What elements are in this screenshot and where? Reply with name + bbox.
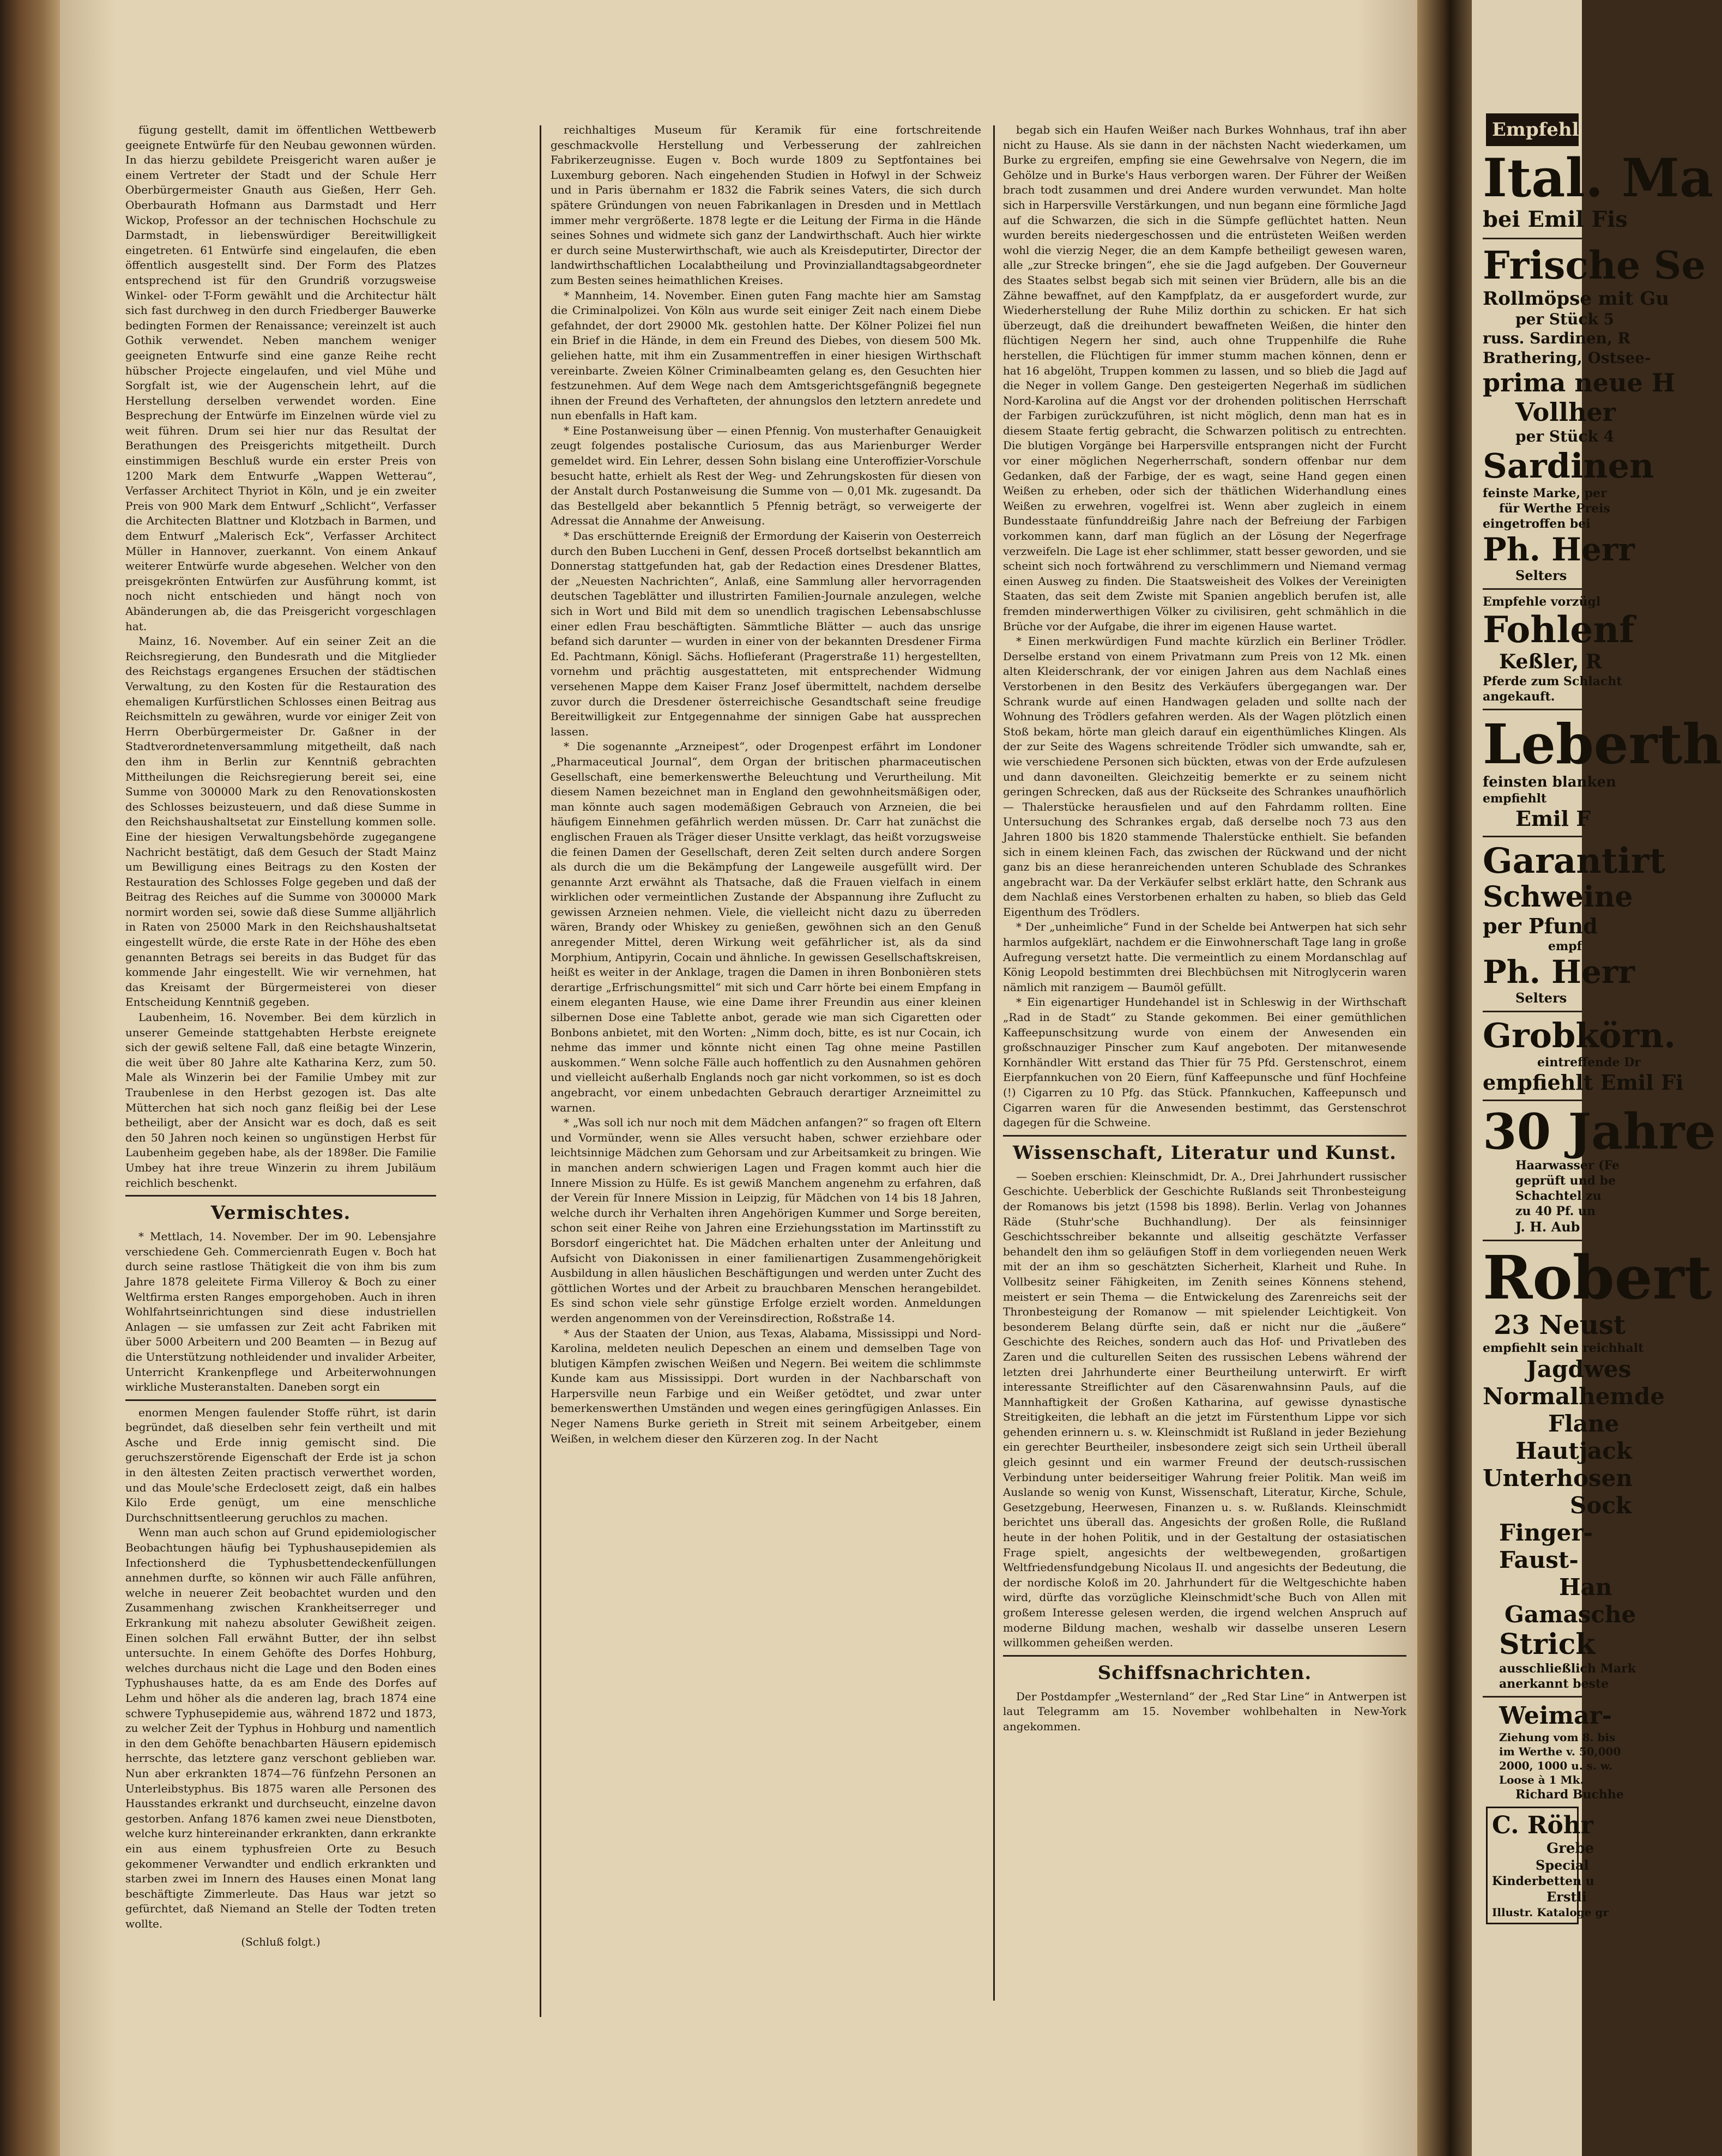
ad-line: J. H. Aub bbox=[1515, 1219, 1580, 1235]
ad-line: Han bbox=[1559, 1574, 1612, 1601]
ad-line: anerkannt beste bbox=[1499, 1677, 1609, 1691]
ad-line: Erstli bbox=[1546, 1889, 1587, 1905]
ad-rule bbox=[1483, 1696, 1582, 1698]
ad-line: Ziehung vom 8. bis bbox=[1499, 1731, 1616, 1744]
article-boch-museum: reichhaltiges Museum für Keramik für eine fortschreitende geschmackvolle Herstellung und Verbesserung der zahlreichen Fabrikerzeugnisse. Eugen v. Boch wurde 1809 zu Septfontaines bei Luxemburg geboren. Nach eingehenden Studien in Hofwyl in der Schweiz und in Paris übernahm er 1832 die Fabrik seines Vaters, die sich durch spätere Gründungen von neuen Fabrikanlagen in Dresden und in Mettlach immer mehr vergrößerte. 1878 legte er die Leitung der Firma in die Hände seines Sohnes und widmete sich ganz der Landwirthschaft. Auch hier wirkte er durch seine Musterwirthschaft, wie auch als Kreisdeputirter, Director der landwirthschaftlichen Localabtheilung und Provinziallandtagsabgeordneter zum Besten seines heimathlichen Kreises. bbox=[551, 123, 981, 287]
ad-line: feinste Marke, per bbox=[1483, 486, 1607, 500]
ad-line: Faust- bbox=[1499, 1547, 1579, 1573]
ad-line: Frische Se bbox=[1483, 243, 1706, 288]
ad-line: Special bbox=[1536, 1857, 1589, 1873]
article-mettlach: * Mettlach, 14. November. Der im 90. Lebensjahre verschiedene Geh. Commercienrath Eugen v. Boch hat durch seine rastlose Thätigkeit die von ihm bis zum Jahre 1878 geleitete Firma Villeroy & Boch zu einer Weltfirma ersten Ranges emporgehoben. Auch in ihren Wohlfahrtseinrichtungen sind diese industriellen Anlagen — sie umfassen zur Zeit acht Fabriken mit über 5000 Arbeitern und 200 Beamten — in Bezug auf die Unterstützung nothleidender und invalider Arbeiter, Unterricht Krankenpflege und Arbeiterwohnungen wirkliche Musteranstalten. Daneben sorgt ein bbox=[125, 1230, 436, 1394]
section-rule bbox=[1003, 1135, 1406, 1137]
book-spine-left bbox=[0, 0, 60, 2156]
article-typhus-1: enormen Mengen faulender Stoffe rührt, ist darin begründet, daß dieselben sehr fein vertheilt und mit Asche und Erde innig gemischt sind. Die geruchszerstörende Eigenschaft der Erde ist ja schon in den ältesten Zeiten practisch verwerthet worden, und das Moule'sche Erdeclosett zeigt, daß ein halbes Kilo Erde genügt, um eine menschliche Durchschnittsentleerung geruchlos zu machen. bbox=[125, 1405, 436, 1524]
ad-line: Selters bbox=[1515, 990, 1567, 1006]
article-signoff: (Schluß folgt.) bbox=[241, 1935, 321, 1949]
ad-box-roehr bbox=[1486, 1807, 1609, 1924]
column-2 bbox=[551, 123, 981, 2042]
ad-line: Vollher bbox=[1515, 397, 1616, 427]
ad-line: Hautjack bbox=[1515, 1438, 1632, 1464]
ad-line: Flane bbox=[1548, 1410, 1620, 1437]
ad-line: 30 Jahre bbox=[1483, 1103, 1716, 1161]
ad-line: Robert bbox=[1483, 1242, 1712, 1313]
section-rule bbox=[125, 1399, 436, 1401]
ad-line: Jagdwes bbox=[1526, 1356, 1632, 1382]
column-rule-1 bbox=[540, 125, 541, 2017]
section-heading-wissenschaft: Wissenschaft, Literatur und Kunst. bbox=[1013, 1142, 1397, 1164]
ad-line: für Werthe Preis bbox=[1499, 502, 1610, 516]
ad-line: Weimar- bbox=[1499, 1702, 1612, 1730]
ad-line: Rollmöpse mit Gu bbox=[1483, 288, 1669, 310]
article-mannheim: * Mannheim, 14. November. Einen guten Fang machte hier am Samstag die Criminalpolizei. Von Köln aus wurde seit einiger Zeit nach einem Diebe gefahndet, der dort 29000 Mk. gestohlen hatte. Der Kölner Polizei fiel nun ein Brief in die Hände, in dem ein Freund des Diebes, von diesem 500 Mk. geliehen hatte, mit ihm ein Zusammentreffen in einer hiesigen Wirthschaft vereinbarte. Zweien Kölner Criminalbeamten gelang es, den Gesuchten hier festzunehmen. Auf dem Wege nach dem Amtsgerichtsgefängniß begegnete ihnen der Freund des Verhafteten, der ahnungslos den letztern anredete und nun ebenfalls in Haft kam. bbox=[551, 288, 981, 422]
ad-rule bbox=[1483, 709, 1582, 710]
ad-line: Sardinen bbox=[1483, 446, 1654, 486]
section-heading-vermischtes: Vermischtes. bbox=[210, 1202, 351, 1224]
ad-line: per Stück 5 bbox=[1515, 310, 1615, 328]
section-rule bbox=[1003, 1655, 1406, 1657]
ad-line: feinsten blanken bbox=[1483, 774, 1616, 790]
column-rule-2 bbox=[993, 125, 995, 2001]
ad-line: Fohlenf bbox=[1483, 608, 1635, 651]
ad-line: Grebe bbox=[1546, 1840, 1594, 1857]
ad-line: Emil F bbox=[1515, 806, 1591, 831]
ad-rule bbox=[1483, 1011, 1582, 1012]
ad-line: geprüft und be bbox=[1515, 1174, 1616, 1188]
article-hundehandel: * Ein eigenartiger Hundehandel ist in Schleswig in der Wirthschaft „Rad in de Stadt“ zu Stande gekommen. Bei einer gemüthlichen Kaffeepunschsitzung wurde von einem der Anwesenden ein großschnauziger Pinscher zum Kauf angeboten. Der mitanwesende Kornhändler Witt erstand das Thier für 75 Pfd. Gerstenschrot, einem Eierpfannkuchen von 20 Eiern, fünf Kaffeepunsche und fünf Hochfeine (!) Cigarren zu 10 Pfg. das Stück. Pfannkuchen, Kaffeepunsch und Cigarren waren für die Anwesenden bestimmt, das Gerstenschrot dagegen für die Schweine. bbox=[1003, 995, 1406, 1130]
ad-line: Strick bbox=[1499, 1628, 1596, 1661]
ad-line: Ital. Ma bbox=[1483, 147, 1714, 209]
ad-line: eingetroffen bei bbox=[1483, 517, 1591, 531]
section-rule bbox=[125, 1195, 436, 1197]
article-mainz: Mainz, 16. November. Auf ein seiner Zeit an die Reichsregierung, den Bundesrath und die Mitglieder des Reichstags ergangenes Ersuchen der städtischen Verwaltung, zu den Kosten für die Restauration des ehemaligen Kurfürstlichen Schlosses einen Beitrag aus Reichsmitteln zu gewähren, wurde vor einiger Zeit von Herrn Oberbürgermeister Dr. Gaßner in der Stadtverordnetenversammlung mitgetheilt, daß nach den ihm in Berlin zur Kenntniß gebrachten Mittheilungen die Reichsregierung bereit sei, eine Summe von 300000 Mark zu den Renovationskosten des Schlosses beizusteuern, und daß diese Summe in den Reichshaushaltsetat zur Einstellung kommen solle. Eine der hiesigen Verwaltungsbehörde zugegangene Nachricht bestätigt, daß dem Gesuch der Stadt Mainz um Bewilligung eines Beitrags zu den Kosten der Restauration des Schlosses Folge gegeben und daß der Beitrag des Reiches auf die Summe von 300000 Mark normirt worden sei, sowie daß diese Summe alljährlich in Raten von 25000 Mark in den Reichshaushaltsetat eingestellt würde, die erste Rate in der Höhe des eben genannten Betrags sei bereits in das Budget für das kommende Jahr eingestellt. Wie wir vernehmen, hat das Kreisamt der Bürgermeisterei von dieser Entscheidung Kenntniß gegeben. bbox=[125, 635, 436, 1009]
ad-line: Garantirt bbox=[1483, 841, 1665, 881]
ad-rule bbox=[1483, 1100, 1582, 1101]
ad-line: empfiehlt bbox=[1483, 792, 1547, 806]
ad-line: Selters bbox=[1515, 567, 1567, 583]
article-union-staaten: * Aus der Staaten der Union, aus Texas, Alabama, Mississippi und Nord-Karolina, meldeten neulich Depeschen an einem und demselben Tage von blutigen Kämpfen zwischen Weißen und Negern. Bei weitem die schlimmste Kunde kam aus Mississippi. Dort wurden in der Nachbarschaft von Harpersville neun Farbige und ein Weißer getödtet, und zwar unter bemerkenswerthen Umständen und wegen eines geringfügigen Anlasses. Ein Neger Namens Burke gerieth in Streit mit seinem Arbeitgeber, einem Weißen, in welchem dieser den Kürzeren zog. In der Nacht bbox=[551, 1326, 981, 1445]
ad-line: Schachtel zu bbox=[1515, 1189, 1602, 1203]
ad-line: Richard Buchhe bbox=[1515, 1787, 1624, 1802]
ad-line: C. Röhr bbox=[1492, 1811, 1593, 1839]
ad-line: Empfehl bbox=[1492, 119, 1579, 141]
article-postanweisung: * Eine Postanweisung über — einen Pfennig. Von musterhafter Genauigkeit zeugt folgendes postalische Curiosum, das aus Marienburger Werder gemeldet wird. Ein Lehrer, dessen Sohn bislang eine Unteroffizier-Vorschule besucht hatte, erhielt als Rest der Weg- und Zehrungskosten für diesen von der Anstalt durch Postanweisung die Summe von — 0,01 Mk. zugesandt. Da das Bestellgeld aber bekanntlich 5 Pfennig beträgt, so verweigerte der Adressat die Annahme der Anweisung. bbox=[551, 424, 981, 528]
ad-line: Finger- bbox=[1499, 1519, 1593, 1546]
ad-line: russ. Sardinen, R bbox=[1483, 329, 1630, 347]
ad-line: per Stück 4 bbox=[1515, 427, 1615, 445]
ad-line: empfiehlt Emil Fi bbox=[1483, 1070, 1684, 1095]
article-laubenheim: Laubenheim, 16. November. Bei dem kürzlich in unserer Gemeinde stattgehabten Herbste ereignete sich der gewiß seltene Fall, daß eine betagte Winzerin, die weit über 80 Jahre alte Katharina Kerz, zum 50. Male als Winzerin bei der Familie Umbey mit zur Traubenlese in den Herbst gezogen ist. Das alte Mütterchen hat sich noch ganz fleißig bei der Lese betheiligt, aber der Ansicht war es doch, daß es seit den 50 Jahren noch keinen so ungünstigen Herbst für Laubenheim gegeben habe, als der 1898er. Die Familie Umbey hat ihre treue Winzerin zu ihrem Jubiläum reichlich beschenkt. bbox=[125, 1011, 436, 1189]
ad-line: zu 40 Pf. un bbox=[1515, 1204, 1596, 1218]
article-kleiderschrank: * Einen merkwürdigen Fund machte kürzlich ein Berliner Trödler. Derselbe erstand von einem Privatmann zum Preis von 12 Mk. einen alten Kleiderschrank, der vor einigen Jahren aus dem Nachlaß eines Verstorbenen in den Besitz des Verkäufers übergegangen war. Der Schrank wurde auf einen Handwagen geladen und sollte nach der Wohnung des Trödlers gefahren werden. Als der Wagen plötzlich einen Stoß bekam, hörte man gleich darauf ein eigenthümliches Klingen. Als der zur Seite des Wagens schreitende Trödler sich umwandte, sah er, wie verschiedene Personen sich bückten, etwas von der Erde aufzulesen und dann davoneilten. Gleichzeitig bemerkte er zu seinem nicht geringen Schrecken, daß aus der Rückseite des Schrankes unaufhörlich — Thalerstücke herausfielen und auf den Fahrdamm rollten. Eine Untersuchung des Schrankes ergab, daß derselbe noch 73 aus den Jahren 1800 bis 1820 stammende Thalerstücke enthielt. Sie befanden sich in einem kleinen Fach, das zwischen der Rückwand und der nicht ganz bis an diese heranreichenden unteren Schublade des Schrankes angebracht war. Da der Verkäufer selbst erklärt hatte, den Schrank aus dem Nachlaß eines Verstorbenen erhalten zu haben, so blieb das Geld Eigenthum des Trödlers. bbox=[1003, 635, 1406, 919]
ad-line: angekauft. bbox=[1483, 690, 1555, 704]
ad-line: Gamasche bbox=[1505, 1601, 1636, 1628]
article-negerfrage: begab sich ein Haufen Weißer nach Burkes Wohnhaus, traf ihn aber nicht zu Hause. Als sie dann in der nächsten Nacht wiederkamen, um Burke zu ergreifen, empfing sie eine Gewehrsalve von Negern, die im Gehölze und in Burke's Haus verborgen waren. Der Führer der Weißen brach todt zusammen und drei Andere wurden verwundet. Man holte sich in Harpersville Verstärkungen, und nun begann eine förmliche Jagd auf die Schwarzen, die sich in die Sümpfe geflüchtet hatten. Neun wurden bereits niedergeschossen und die entrüsteten Weißen werden wohl die vierzig Neger, die an dem Kampfe betheiligt gewesen waren, alle „zur Strecke bringen“, ehe sie die Jagd aufgeben. Der Gouverneur des Staates selbst begab sich mit seinen vier Brüdern, alle bis an die Zähne bewaffnet, auf den Kampfplatz, da er ausgefordert wurde, zur Wiederherstellung der Ruhe Miliz dorthin zu schicken. Er hat sich überzeugt, daß die dreihundert bewaffneten Weißen, die hinter den flüchtigen Negern her sind, auch ohne Truppenhilfe die Ruhe herstellen, die Flüchtigen für immer stumm machen können, denn er hat 16 abgelöht, Truppen kommen zu lassen, und so blieb die Jagd auf die Neger in vollem Gange. Den gesteigerten Negerhaß im südlichen Nord-Karolina auf die Angst vor der drohenden politischen Herrschaft der Farbigen zurückzuführen, ist nicht möglich, denn man hat es in diesem Staate fertig gebracht, die Schwarzen politisch zu entrechten. Die blutigen Vorgänge bei Harpersville entsprangen nicht der Furcht vor einer möglichen Negerherrschaft, sondern offenbar nur dem Gedanken, daß der Farbige, der es wagt, seine Hand gegen einen Weißen zu erheben, oder sich der thätlichen Widerhandlung eines Weißen zu erwehren, vogelfrei ist. Wenn aber zugleich in einem Bundesstaate fünfunddreißig Jahre nach der Befreiung der Farbigen vorkommen kann, darf man füglich an der Lösung der Negerfrage verzweifeln. Die Lage ist eher schlimmer, statt besser geworden, und sie scheint sich noch fortwährend zu verschlimmern und Niemand vermag einen Ausweg zu finden. Die Staatsweisheit des Volkes der Vereinigten Staaten, das seit dem Zwiste mit Spanien angeblich berufen ist, alle fremden minderwerthigen Völker zu civilisiren, geht schmählich in die Brüche vor der Aufgabe, die ihrer im eigenen Hause wartet. bbox=[1003, 123, 1406, 633]
ad-line: Brathering, Ostsee- bbox=[1483, 349, 1651, 367]
ad-line: Grobkörn. bbox=[1483, 1016, 1676, 1055]
book-gutter bbox=[1417, 0, 1477, 2156]
ad-rule bbox=[1483, 588, 1582, 590]
ad-rule bbox=[1483, 238, 1582, 239]
article-schelde: * Der „unheimliche“ Fund in der Schelde bei Antwerpen hat sich sehr harmlos aufgeklärt, nachdem er die Einwohnerschaft Tage lang in große Aufregung versetzt hatte. Die vermeintlich zu einem Mordanschlag auf König Leopold bestimmten drei Blechbüchsen mit Nitroglycerin waren nämlich mit ranzigem — Baumöl gefüllt. bbox=[1003, 920, 1406, 994]
ad-line: Empfehle vorzügl bbox=[1483, 595, 1601, 609]
article-kaiserin: * Das erschütternde Ereigniß der Ermordung der Kaiserin von Oesterreich durch den Buben Luccheni in Genf, dessen Proceß dortselbst bekanntlich am Donnerstag stattgefunden hat, gab der Redaction eines Dresdener Blattes, der „Neuesten Nachrichten“, Anlaß, eine Sammlung aller hervorragenden deutschen Tageblätter und illustrirten Familien-Journale anzulegen, welche sich in Wort und Bild mit dem so unendlich tragischen Lebensabschlusse einer edlen Frau beschäftigten. Sämmtliche Blätter — auch das unsrige befand sich darunter — wurden in einer von der bekannten Dresdener Firma Ed. Pachtmann, Königl. Sächs. Hoflieferant (Pragerstraße 11) hergestellten, vornehm und prächtig ausgestatteten, mit entsprechender Widmung versehenen Mappe dem Kaiser Franz Josef übermittelt, nachdem derselbe zuvor durch die Dresdener österreichische Gesandtschaft seine freudige Bereitwilligkeit zur Entgegennahme der sinnigen Gabe hat aussprechen lassen. bbox=[551, 529, 981, 738]
section-heading-schiffsnachrichten: Schiffsnachrichten. bbox=[1097, 1662, 1312, 1684]
ad-line: 23 Neust bbox=[1494, 1310, 1626, 1340]
ad-line: empf bbox=[1548, 939, 1582, 953]
ad-line: ausschließlich Mark bbox=[1499, 1662, 1636, 1676]
article-typhus-2: Wenn man auch schon auf Grund epidemiologischer Beobachtungen häufig bei Typhushausepidemien als Infectionsherd die Typhusbettendeckenfüllungen annehmen durfte, so können wir auch Fälle anführen, welche in neuerer Zeit beobachtet wurden und den Zusammenhang zwischen Krankheitserreger und Erkrankung mit nahezu absoluter Gewißheit zeigen. Einen solchen Fall erwähnt Butter, der ihn selbst untersuchte. In einem Gehöfte des Dorfes Hohburg, welches durchaus nicht die Lage und den Boden eines Typhushauses hatte, da es am Ende des Dorfes auf Lehm und höher als die anderen lag, brach 1874 eine schwere Typhusepidemie aus, während 1872 und 1873, zu welcher Zeit der Typhus in Hohburg und namentlich in den dem Gehöfte benachbarten Häusern epidemisch herrschte, das letztere ganz verschont geblieben war. Nun aber erkrankten 1874—76 fünfzehn Personen an Unterleibstyphus. Bis 1875 waren alle Personen des Hausstandes erkrankt und durchseucht, einzelne davon gestorben. Anfang 1876 kamen zwei neue Dienstboten, welche kurz hintereinander erkrankten, dann erkrankte ein aus einem typhusfreien Orte zu Besuch gekommener Verwandter und endlich erkrankten und starben zwei im Innern des Hauses einen Monat lang beschäftigte Zimmerleute. Das Haus war jetzt so gefürchtet, daß Niemand an Stelle der Todten treten wollte. bbox=[125, 1526, 436, 1930]
article-friedberg-school: fügung gestellt, damit im öffentlichen Wettbewerb geeignete Entwürfe für den Neubau gewonnen würden. In das hierzu gebildete Preisgericht waren außer je einem Vertreter der Stadt und der Schule Herr Oberbürgermeister Gnauth aus Gießen, Herr Geh. Oberbaurath Hofmann aus Darmstadt und Herr Wickop, Professor an der technischen Hochschule zu Darmstadt, in liebenswürdiger Bereitwilligkeit eingetreten. 61 Entwürfe sind eingelaufen, die eben öffentlich ausgestellt sind. Der Form des Platzes entsprechend ist für den Grundriß vorzugsweise Winkel- oder T-Form gewählt und die Architectur hält sich fast durchweg in den durch Friedberger Bauwerke bedingten Formen der Renaissance; vereinzelt ist auch Gothik verwendet. Neben manchem weniger geeigneten Entwurfe sind eine ganze Reihe recht hübscher Projecte eingelaufen, und viel Mühe und Sorgfalt ist, wie der Augenschein lehrt, auf die Herstellung derselben verwendet worden. Eine Besprechung der Entwürfe im Einzelnen würde viel zu weit führen. Drum sei hier nur das Resultat der Berathungen des Preisgerichts mitgetheilt. Durch einstimmigen Beschluß wurde ein erster Preis von 1200 Mark dem Entwurfe „Wappen Wetterau“, Verfasser Architect Thyriot in Köln, und je ein zweiter Preis von 900 Mark dem Entwurf „Schlicht“, Verfasser die Architecten Blattner und Klotzbach in Barmen, und dem Entwurf „Malerisch Eck“, Verfasser Architect Müller in Hannover, zuerkannt. Von einem Ankauf weiterer Entwürfe wurde abgesehen. Welcher von den preisgekrönten Entwürfen zur Ausführung kommt, ist noch nicht entschieden und hängt noch von Abänderungen ab, die das Preisgericht vorgeschlagen hat. bbox=[125, 123, 436, 633]
ad-line: Haarwasser (Fe bbox=[1515, 1158, 1620, 1173]
column-1 bbox=[125, 123, 436, 1987]
ad-line: Pferde zum Schlacht bbox=[1483, 674, 1622, 689]
ad-column bbox=[1472, 0, 1722, 1924]
ad-line: Schweine bbox=[1483, 880, 1633, 914]
article-maedchen: * „Was soll ich nur noch mit dem Mädchen anfangen?“ so fragen oft Eltern und Vormünder, wenn sie Alles versucht haben, schwer erziehbare oder leichtsinnige Mädchen zum Gehorsam und zur Arbeitsamkeit zu bringen. Wie in manchen andern schwierigen Lagen und Fragen kommt auch hier die Innere Mission zu Hülfe. Es ist gewiß Manchem angenehm zu erfahren, daß der Verein für Innere Mission in Leipzig, für Mädchen von 14 bis 18 Jahren, welche durch ihr Verhalten ihren Angehörigen Kummer und Sorge bereiten, schon seit einer Reihe von Jahren eine Erziehungsstation im Martinsstift zu Borsdorf eingerichtet hat. Die Mädchen erhalten unter der Anleitung und Aufsicht von Diakonissen in einer familienartigen Zusammengehörigkeit Ausbildung in allen häuslichen Beschäftigungen und werden unter Zucht des göttlichen Wortes und der Arbeit zu brauchbaren Menschen herangebildet. Es sind schon viele sehr günstige Erfolge erzielt worden. Anmeldungen werden angenommen von der Vereinsdirection, Roßstraße 14. bbox=[551, 1116, 981, 1325]
ad-line: prima neue H bbox=[1483, 368, 1676, 397]
column-3 bbox=[1003, 123, 1406, 2020]
article-arzneipest: * Die sogenannte „Arzneipest“, oder Drogenpest erfährt im Londoner „Pharmaceutical Journal“, dem Organ der britischen pharmaceutischen Gesellschaft, eine bemerkenswerthe Beleuchtung und Verurtheilung. Mit diesem Namen bezeichnet man in England den gewohnheitsmäßigen oder, man könnte auch sagen modemäßigen Gebrauch von Arzneien, die bei häufigem Einnehmen gefährlich werden müssen. Dr. Carr hat zunächst die englischen Frauen als Träger dieser Unsitte verklagt, das heißt vorzugsweise die feinen Damen der Gesellschaft, deren Zeit selten durch andere Sorgen als durch die um die Bekämpfung der Langeweile ausgefüllt wird. Der genannte Arzt erwähnt als Thatsache, daß die Frauen vielfach in einem wirklichen oder vermeintlichen Zustande der Abspannung ihre Zuflucht zu gewissen Arzneien nehmen. Viele, die vielleicht nicht dazu zu überreden wären, Brandy oder Whiskey zu genießen, gewöhnen sich an den Genuß anregender Mittel, deren Wirkung weit gefährlicher ist, als da sind Morphium, Antipyrin, Cocain und ähnliche. In gewissen Gesellschaftskreisen, heißt es weiter in der Anklage, tragen die Damen in ihren Bonbonièren stets derartige „Erfrischungsmittel“ mit sich und Carr hörte bei einem Empfang in einem eleganten Hause, wie eine Dame ihrer Freundin aus einer kleinen silbernen Dose eine Tablette anbot, gerade wie man sich Cigaretten oder Bonbons anbietet, mit den Worten: „Nimm doch, bitte, es ist nur Cocain, ich nehme das immer und könnte nicht einen Tag ohne meine Pastillen auskommen.“ Wenn solche Fälle auch hoffentlich zu den Ausnahmen gehören und vielleicht außerhalb Englands noch gar nicht vorkommen, so ist es doch angebracht, vor einem unbedachten Gebrauch derartiger Arzneimittel zu warnen. bbox=[551, 740, 981, 1114]
article-westernland: Der Postdampfer „Westernland“ der „Red Star Line“ in Antwerpen ist laut Telegramm am 15. November wohlbehalten in New-York angekommen. bbox=[1003, 1689, 1406, 1733]
ad-line: eintreffende Dr bbox=[1537, 1055, 1641, 1070]
ad-header-box bbox=[1486, 113, 1579, 146]
ad-rule bbox=[1483, 836, 1582, 837]
ad-line: Ph. Herr bbox=[1483, 953, 1635, 991]
ad-line: Leberth bbox=[1483, 712, 1722, 776]
ad-line: Sock bbox=[1570, 1492, 1632, 1519]
ad-line: Illustr. Kataloge gr bbox=[1492, 1906, 1609, 1919]
ad-rule bbox=[1483, 1240, 1582, 1241]
ad-line: Keßler, R bbox=[1499, 650, 1602, 673]
ad-line: Loose à 1 Mk. bbox=[1499, 1773, 1584, 1786]
ad-line: Normalhemde bbox=[1483, 1383, 1665, 1410]
ad-line: im Werthe v. 50,000 bbox=[1499, 1745, 1621, 1758]
ad-line: Ph. Herr bbox=[1483, 531, 1635, 568]
ad-line: empfiehlt sein reichhalt bbox=[1483, 1341, 1644, 1355]
ad-line: per Pfund bbox=[1483, 914, 1598, 938]
ad-line: Kinderbetten u bbox=[1492, 1874, 1594, 1888]
ad-line: 2000, 1000 u. s. w. bbox=[1499, 1759, 1613, 1772]
right-page-ads bbox=[1472, 0, 1722, 2156]
ad-line: bei Emil Fis bbox=[1483, 207, 1628, 232]
ad-line: Unterhosen bbox=[1483, 1465, 1633, 1491]
article-kleinschmidt-review: — Soeben erschien: Kleinschmidt, Dr. A., Drei Jahrhundert russischer Geschichte. Ueberblick der Geschichte Rußlands seit Thronbesteigung der Romanows bis jetzt (1598 bis 1898). Berlin. Verlag von Johannes Räde (Stuhr'sche Buchhandlung). Der als feinsinniger Geschichtsschreiber bekannte und allseitig geschätzte Verfasser behandelt den ihm so geläufigen Stoff in dem vorliegenden neuen Werk mit der an ihm so geschätzten Sicherheit, Klarheit und Ruhe. In Vollbesitz seiner Fähigkeiten, im Zenith seines Könnens stehend, meistert er sein Thema — die Entwickelung des Zarenreichs seit der Thronbesteigung der Romanow — mit spielender Leichtigkeit. Von besonderem Belang dürfte sein, daß er nicht nur die „äußere“ Geschichte des Reiches, sondern auch das Hof- und Privatleben des Zaren und die culturellen Seiten des russischen Lebens während der letzten drei Jahrhunderte einer Beurtheilung unterwirft. Er wirft interessante Streiflichter auf den Cäsarenwahnsinn Pauls, auf die Mannhaftigkeit der Großen Katharina, auf gewisse dynastische Streitigkeiten, die lebhaft an die jetzt im Fürstenthum Lippe vor sich gehenden erinnern u. s. w. Kleinschmidt ist Rußland in jeder Beziehung ein gerechter Beurtheiler, insbesondere zeigt sich sein Urtheil überall gleich gesinnt und ein warmer Freund der deutsch-russischen Verbindung unter beiderseitiger Wahrung freier Politik. Man weiß im Auslande so wenig von Kunst, Wissenschaft, Literatur, Kirche, Schule, Gesetzgebung, Heerwesen, Finanzen u. s. w. Rußlands. Kleinschmidt berichtet uns überall das. Angesichts der großen Rolle, die Rußland heute in der hohen Politik, und in der Gestaltung der ostasiatischen Frage spielt, angesichts der weltbewegenden, großartigen Weltfriedensfundgebung Nicolaus II. und angesichts der Bedeutung, die der nordische Koloß im 20. Jahrhundert für die Weltgeschichte haben wird, dürfte das vorzügliche Kleinschmidt'sche Buch von Allen mit großem Interesse gelesen werden, die irgend welchen Anspruch auf moderne Bildung machen, weshalb wir dasselbe unseren Lesern willkommen geheißen werden. bbox=[1003, 1169, 1406, 1650]
